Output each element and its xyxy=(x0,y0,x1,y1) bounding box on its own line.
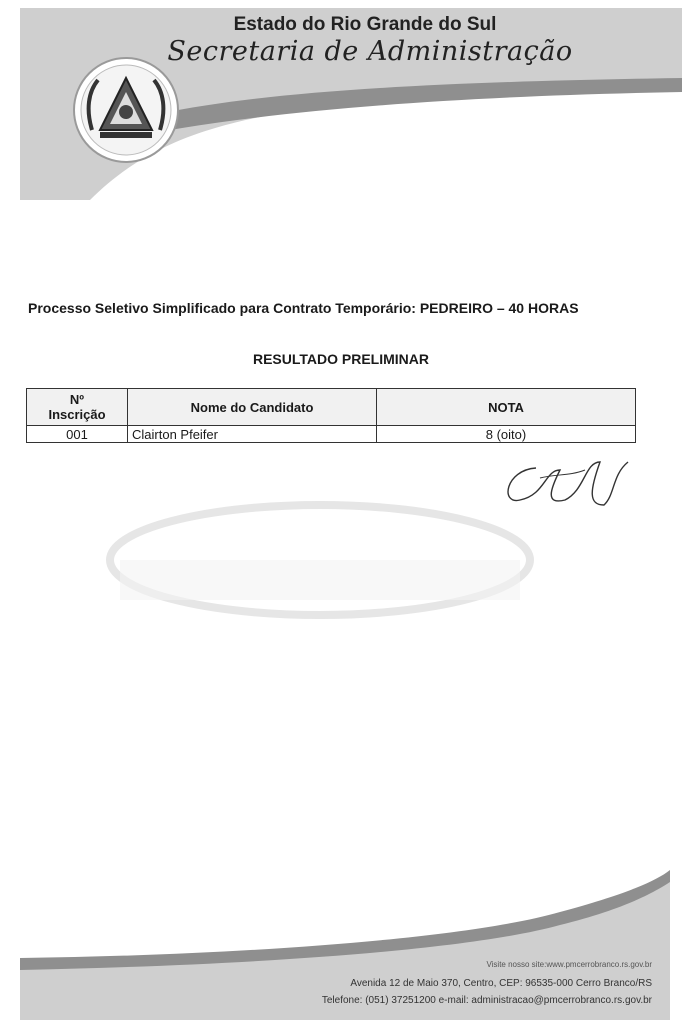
cell-inscricao: 001 xyxy=(27,426,128,443)
document-subtitle: RESULTADO PRELIMINAR xyxy=(252,351,430,367)
col-header-nome: Nome do Candidato xyxy=(128,389,377,426)
footer-site: Visite nosso site:www.pmcerrobranco.rs.gov.br xyxy=(486,960,652,969)
col-header-inscricao: Nº Inscrição xyxy=(27,389,128,426)
footer-address: Avenida 12 de Maio 370, Centro, CEP: 96535-000 Cerro Branco/RS xyxy=(350,978,652,989)
secretaria-name: Secretaria de Administração xyxy=(167,36,573,67)
cell-nome: Clairton Pfeifer xyxy=(128,426,377,443)
col-header-nota: NOTA xyxy=(377,389,636,426)
footer-phone: Telefone: (051) 37251200 e-mail: administracao@pmcerrobranco.rs.gov.br xyxy=(321,995,652,1006)
state-name: Estado do Rio Grande do Sul xyxy=(233,14,497,35)
document-title: Processo Seletivo Simplificado para Contrato Temporário: PEDREIRO – 40 HORAS xyxy=(28,300,579,316)
cell-nota: 8 (oito) xyxy=(377,426,636,443)
